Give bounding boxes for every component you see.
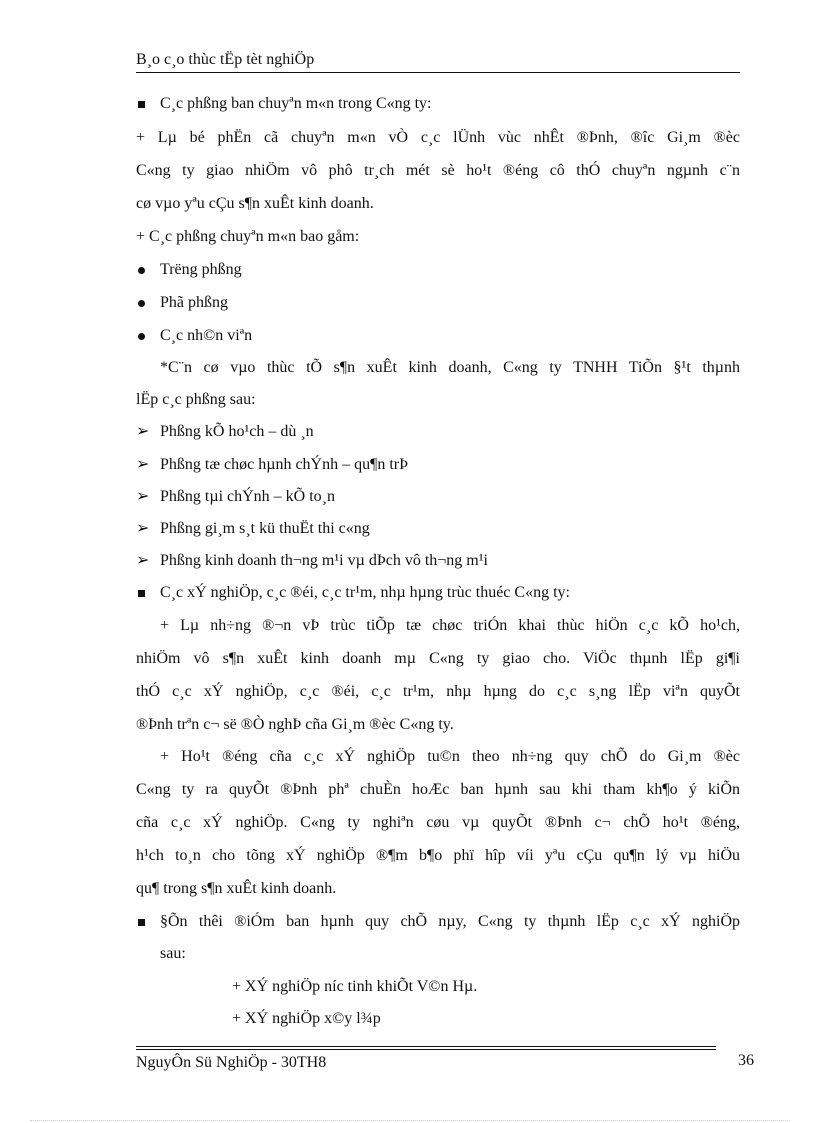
arrow-bullet-icon: ➢: [136, 423, 150, 440]
text-line: + C¸c phßng chuyªn m«n bao gåm:: [136, 228, 360, 245]
square-bullet-icon: [136, 910, 156, 931]
text-line: Phã phßng: [160, 294, 228, 311]
text-line: C¸c nh©n viªn: [160, 327, 253, 344]
text-line: + Lµ bé phËn cã chuyªn m«n vÒ c¸c lÜnh vùc nhÊt ®Þnh, ®îc Gi¸m ®èc: [136, 129, 740, 146]
square-bullet-icon: [136, 581, 156, 602]
text-line: Phßng gi¸m s¸t kü thuËt thi c«ng: [160, 520, 370, 537]
arrow-bullet-icon: ➢: [136, 520, 150, 537]
text-line: cø vµo yªu cÇu s¶n xuÊt kinh doanh.: [136, 195, 374, 212]
text-line: C¸c xÝ nghiÖp, c¸c ®éi, c¸c tr¹m, nhµ hµng trùc thuéc C«ng ty:: [160, 584, 570, 601]
round-bullet-icon: [136, 258, 156, 279]
text-line: §Õn thêi ®iÓm ban hµnh quy chÕ nµy, C«ng ty thµnh lËp c¸c xÝ nghiÖp: [160, 913, 740, 930]
text-line: nhiÖm vô s¶n xuÊt kinh doanh mµ C«ng ty giao cho. ViÖc thµnh lËp gi¶i: [136, 650, 740, 667]
text-line: ®Þnh trªn c¬ së ®Ò nghÞ cña Gi¸m ®èc C«ng ty.: [136, 716, 454, 733]
text-line: C«ng ty giao nhiÖm vô phô tr¸ch mét sè ho¹t ®éng cô thÓ chuyªn ngµnh c¨n: [136, 162, 740, 179]
text-line: C«ng ty ra quyÕt ®Þnh phª chuÈn hoÆc ban hµnh sau khi tham kh¶o ý kiÕn: [136, 781, 740, 798]
header-title: B¸o c¸o thùc tËp tèt nghiÖp: [136, 51, 315, 68]
text-line: Phßng tµi chÝnh – kÕ to¸n: [160, 488, 335, 505]
text-line: Phßng kÕ ho¹ch – dù ¸n: [160, 423, 314, 440]
text-line: C¸c phßng ban chuyªn m«n trong C«ng ty:: [160, 95, 432, 112]
text-line: *C¨n cø vµo thùc tÕ s¶n xuÊt kinh doanh, C«ng ty TNHH TiÕn §¹t thµnh: [160, 359, 740, 376]
round-bullet-icon: [136, 291, 156, 312]
text-line: + XÝ nghiÖp níc tinh khiÕt V©n Hµ.: [232, 978, 478, 995]
text-line: lËp c¸c phßng sau:: [136, 391, 256, 408]
page-number: 36: [738, 1052, 754, 1069]
footer-divider: [136, 1046, 716, 1047]
text-line: thÓ c¸c xÝ nghiÖp, c¸c ®éi, c¸c tr¹m, nhµ hµng do c¸c s¸ng lËp viªn quyÕt: [136, 683, 740, 700]
text-line: cña c¸c xÝ nghiÖp. C«ng ty nghiªn cøu vµ quyÕt ®Þnh c¬ chÕ ho¹t ®éng,: [136, 814, 740, 831]
text-line: Phßng kinh doanh th¬ng m¹i vµ dÞch vô th¬ng m¹i: [160, 552, 488, 569]
arrow-bullet-icon: ➢: [136, 456, 150, 473]
footer-divider: [136, 1049, 716, 1050]
text-line: + Ho¹t ®éng cña c¸c xÝ nghiÖp tu©n theo nh÷ng quy chÕ do Gi¸m ®èc: [160, 748, 740, 765]
page-bottom-edge: [30, 1120, 790, 1121]
square-bullet-icon: [136, 92, 156, 113]
text-line: + XÝ nghiÖp x©y l¾p: [232, 1010, 381, 1027]
page-header: [136, 50, 740, 73]
text-line: sau:: [160, 945, 186, 962]
text-line: qu¶ trong s¶n xuÊt kinh doanh.: [136, 880, 337, 897]
text-line: + Lµ nh÷ng ®¬n vÞ trùc tiÕp tæ chøc triÓn khai thùc hiÖn c¸c kÕ ho¹ch,: [160, 617, 740, 634]
text-line: Trëng phßng: [160, 261, 242, 278]
round-bullet-icon: [136, 324, 156, 345]
arrow-bullet-icon: ➢: [136, 552, 150, 569]
text-line: Phßng tæ chøc hµnh chÝnh – qu¶n trÞ: [160, 456, 409, 473]
arrow-bullet-icon: ➢: [136, 488, 150, 505]
footer-author: NguyÔn Sü NghiÖp - 30TH8: [136, 1054, 327, 1071]
text-line: h¹ch to¸n cho tõng xÝ nghiÖp ®¶m b¶o phï hîp víi yªu cÇu qu¶n lý vµ hiÖu: [136, 847, 740, 864]
